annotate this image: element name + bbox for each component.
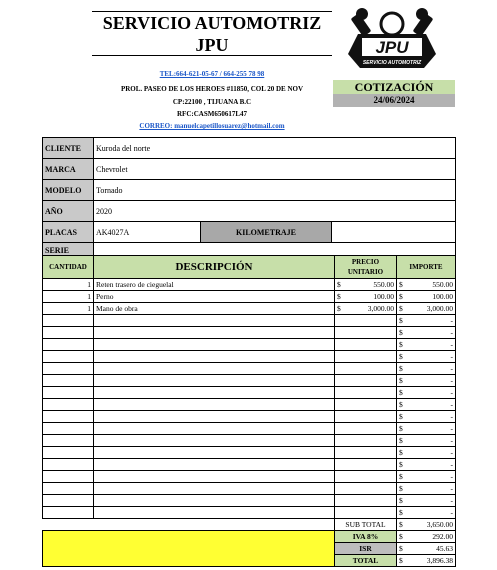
item-unit-price-amount: 3,000.00	[367, 303, 394, 313]
currency-sign: $	[399, 435, 403, 445]
table-row-empty	[43, 399, 456, 411]
currency-sign: $	[399, 555, 403, 565]
table-row-empty	[43, 435, 456, 447]
subtotal-amount: 3,650.00	[426, 519, 453, 529]
currency-sign: $	[337, 291, 341, 301]
serie-label: SERIE	[43, 243, 94, 258]
phone-link[interactable]: TEL:664-621-05-67 / 664-255 78 98	[159, 70, 265, 78]
currency-sign: $	[399, 339, 403, 349]
empty-amount-dash: -	[450, 495, 453, 505]
item-qty[interactable]	[43, 423, 94, 435]
table-row-empty	[43, 327, 456, 339]
item-amount	[397, 483, 456, 495]
item-unit-price[interactable]	[335, 327, 397, 339]
item-amount	[397, 507, 456, 519]
item-unit-price[interactable]	[335, 435, 397, 447]
empty-amount-dash: -	[450, 339, 453, 349]
currency-sign: $	[399, 327, 403, 337]
header-rule-top	[92, 11, 332, 12]
address-line1: PROL. PASEO DE LOS HEROES #11850, COL 20 DE NOV	[120, 85, 304, 93]
item-unit-price[interactable]	[335, 315, 397, 327]
item-unit-price[interactable]	[335, 279, 397, 291]
table-row-empty	[43, 471, 456, 483]
item-amount	[397, 495, 456, 507]
currency-sign: $	[399, 447, 403, 457]
table-row-empty	[43, 339, 456, 351]
item-amount	[397, 315, 456, 327]
table-row-empty	[43, 459, 456, 471]
item-amount	[397, 303, 456, 315]
header-importe: IMPORTE	[397, 256, 456, 279]
empty-amount-dash: -	[450, 447, 453, 457]
item-description[interactable]	[94, 339, 335, 351]
item-description[interactable]	[94, 411, 335, 423]
item-amount	[397, 339, 456, 351]
item-amount	[397, 363, 456, 375]
item-unit-price[interactable]	[335, 459, 397, 471]
item-description[interactable]	[94, 315, 335, 327]
item-unit-price[interactable]	[335, 399, 397, 411]
table-row	[43, 303, 456, 315]
company-name-line2: JPU	[195, 35, 229, 55]
item-description[interactable]	[94, 459, 335, 471]
item-description[interactable]	[94, 447, 335, 459]
table-row-empty	[43, 351, 456, 363]
item-amount	[397, 411, 456, 423]
empty-amount-dash: -	[450, 375, 453, 385]
empty-amount-dash: -	[450, 435, 453, 445]
item-unit-price[interactable]	[335, 339, 397, 351]
item-amount	[397, 423, 456, 435]
iva-amount: 292.00	[432, 531, 453, 541]
item-qty[interactable]	[43, 327, 94, 339]
item-qty[interactable]	[43, 495, 94, 507]
item-description[interactable]	[94, 495, 335, 507]
item-unit-price[interactable]	[335, 423, 397, 435]
item-qty[interactable]	[43, 375, 94, 387]
table-row-empty	[43, 447, 456, 459]
items-table	[42, 255, 456, 567]
table-row-empty	[43, 507, 456, 519]
totals-spacer	[43, 519, 94, 531]
item-qty[interactable]	[43, 363, 94, 375]
item-description[interactable]	[94, 363, 335, 375]
currency-sign: $	[399, 423, 403, 433]
email-link[interactable]: CORREO: manuelcapetillosuarez@hotmail.com	[139, 122, 285, 130]
currency-sign: $	[399, 483, 403, 493]
item-qty[interactable]	[43, 471, 94, 483]
currency-sign: $	[399, 399, 403, 409]
currency-sign: $	[399, 543, 403, 553]
empty-amount-dash: -	[450, 507, 453, 517]
item-unit-price[interactable]	[335, 387, 397, 399]
item-qty[interactable]: 1	[43, 303, 94, 315]
empty-amount-dash: -	[450, 471, 453, 481]
currency-sign: $	[399, 387, 403, 397]
rfc: RFC:CASM650617L47	[177, 110, 247, 118]
item-qty[interactable]: 1	[43, 279, 94, 291]
anio-value[interactable]: 2020	[94, 201, 456, 222]
item-qty[interactable]: 1	[43, 291, 94, 303]
item-unit-price[interactable]	[335, 495, 397, 507]
quote-date: 24/06/2024	[333, 94, 455, 107]
total-amount: 3,896.38	[426, 555, 453, 565]
isr-label: ISR	[335, 543, 397, 555]
item-unit-price[interactable]	[335, 363, 397, 375]
table-row	[43, 291, 456, 303]
item-description[interactable]: Reten trasero de cieguelal	[94, 279, 335, 291]
empty-amount-dash: -	[450, 315, 453, 325]
table-row-empty	[43, 483, 456, 495]
item-unit-price-amount: 100.00	[373, 291, 394, 301]
currency-sign: $	[337, 303, 341, 313]
item-amount	[397, 351, 456, 363]
address-line2: CP:22100 , TIJUANA B.C	[172, 98, 252, 106]
item-unit-price[interactable]	[335, 447, 397, 459]
anio-label: AÑO	[43, 201, 94, 222]
client-info-table	[42, 137, 456, 258]
empty-amount-dash: -	[450, 459, 453, 469]
item-description[interactable]	[94, 471, 335, 483]
item-unit-price[interactable]	[335, 303, 397, 315]
placas-value[interactable]: AK4027A	[94, 222, 201, 243]
item-amount	[397, 471, 456, 483]
marca-value[interactable]: Chevrolet	[94, 159, 456, 180]
item-unit-price[interactable]	[335, 351, 397, 363]
table-row-empty	[43, 387, 456, 399]
item-amount	[397, 279, 456, 291]
totals-spacer	[94, 519, 335, 531]
item-unit-price[interactable]	[335, 291, 397, 303]
item-qty[interactable]	[43, 411, 94, 423]
subtotal-label: SUB TOTAL	[335, 519, 397, 531]
currency-sign: $	[399, 507, 403, 517]
item-qty[interactable]	[43, 387, 94, 399]
item-description[interactable]	[94, 435, 335, 447]
company-logo	[340, 4, 444, 76]
empty-amount-dash: -	[450, 387, 453, 397]
isr-value	[397, 543, 456, 555]
item-unit-price[interactable]	[335, 375, 397, 387]
item-description[interactable]: Perno	[94, 291, 335, 303]
item-qty[interactable]	[43, 435, 94, 447]
header-descripcion: DESCRIPCIÓN	[94, 256, 335, 279]
modelo-value[interactable]: Tornado	[94, 180, 456, 201]
total-value	[397, 555, 456, 567]
currency-sign: $	[399, 315, 403, 325]
empty-amount-dash: -	[450, 411, 453, 421]
subtotal-value	[397, 519, 456, 531]
currency-sign: $	[337, 279, 341, 289]
item-description[interactable]	[94, 483, 335, 495]
currency-sign: $	[399, 375, 403, 385]
item-amount-value: 3,000.00	[426, 303, 453, 313]
table-row-empty	[43, 411, 456, 423]
header-cantidad: CANTIDAD	[43, 256, 94, 279]
item-description[interactable]	[94, 507, 335, 519]
table-row-empty	[43, 363, 456, 375]
item-amount	[397, 447, 456, 459]
kilometraje-value[interactable]	[332, 222, 456, 243]
item-qty[interactable]	[43, 447, 94, 459]
currency-sign: $	[399, 363, 403, 373]
table-row-empty	[43, 315, 456, 327]
total-label: TOTAL	[335, 555, 397, 567]
item-qty[interactable]	[43, 315, 94, 327]
item-unit-price[interactable]	[335, 483, 397, 495]
currency-sign: $	[399, 459, 403, 469]
item-amount	[397, 387, 456, 399]
item-description[interactable]	[94, 399, 335, 411]
iva-label: IVA 8%	[335, 531, 397, 543]
currency-sign: $	[399, 519, 403, 529]
currency-sign: $	[399, 471, 403, 481]
placas-label: PLACAS	[43, 222, 94, 243]
table-row	[43, 279, 456, 291]
empty-amount-dash: -	[450, 327, 453, 337]
logo-text: JPU	[375, 38, 409, 57]
item-amount	[397, 291, 456, 303]
item-amount	[397, 375, 456, 387]
empty-amount-dash: -	[450, 399, 453, 409]
kilometraje-label: KILOMETRAJE	[201, 222, 332, 243]
quote-title: COTIZACIÓN	[333, 80, 455, 94]
item-amount-value: 100.00	[432, 291, 453, 301]
modelo-label: MODELO	[43, 180, 94, 201]
item-amount	[397, 399, 456, 411]
item-description[interactable]: Mano de obra	[94, 303, 335, 315]
item-amount	[397, 435, 456, 447]
header-precio-unitario: PRECIO UNITARIO	[335, 256, 397, 279]
currency-sign: $	[399, 303, 403, 313]
iva-value	[397, 531, 456, 543]
table-row-empty	[43, 495, 456, 507]
item-unit-price[interactable]	[335, 411, 397, 423]
currency-sign: $	[399, 531, 403, 541]
empty-amount-dash: -	[450, 351, 453, 361]
marca-label: MARCA	[43, 159, 94, 180]
cliente-value[interactable]: Kuroda del norte	[94, 138, 456, 159]
currency-sign: $	[399, 291, 403, 301]
table-row-empty	[43, 423, 456, 435]
item-amount-value: 550.00	[432, 279, 453, 289]
table-row-empty	[43, 375, 456, 387]
item-description[interactable]	[94, 327, 335, 339]
item-amount	[397, 327, 456, 339]
logo-subtext: SERVICIO AUTOMOTRIZ	[362, 60, 422, 66]
cliente-label: CLIENTE	[43, 138, 94, 159]
item-unit-price-amount: 550.00	[373, 279, 394, 289]
empty-amount-dash: -	[450, 483, 453, 493]
item-amount	[397, 459, 456, 471]
item-description[interactable]	[94, 351, 335, 363]
item-description[interactable]	[94, 375, 335, 387]
item-qty[interactable]	[43, 351, 94, 363]
item-description[interactable]	[94, 387, 335, 399]
company-name-line1: SERVICIO AUTOMOTRIZ	[102, 13, 322, 33]
currency-sign: $	[399, 411, 403, 421]
empty-amount-dash: -	[450, 423, 453, 433]
item-qty[interactable]	[43, 507, 94, 519]
item-qty[interactable]	[43, 399, 94, 411]
item-qty[interactable]	[43, 339, 94, 351]
isr-amount: 45.63	[436, 543, 453, 553]
currency-sign: $	[399, 495, 403, 505]
currency-sign: $	[399, 351, 403, 361]
item-description[interactable]	[94, 423, 335, 435]
header-rule-bottom	[92, 55, 332, 56]
company-name	[92, 12, 332, 56]
item-unit-price[interactable]	[335, 507, 397, 519]
item-qty[interactable]	[43, 483, 94, 495]
yellow-highlight-box	[43, 531, 335, 567]
item-qty[interactable]	[43, 459, 94, 471]
empty-amount-dash: -	[450, 363, 453, 373]
currency-sign: $	[399, 279, 403, 289]
item-unit-price[interactable]	[335, 471, 397, 483]
